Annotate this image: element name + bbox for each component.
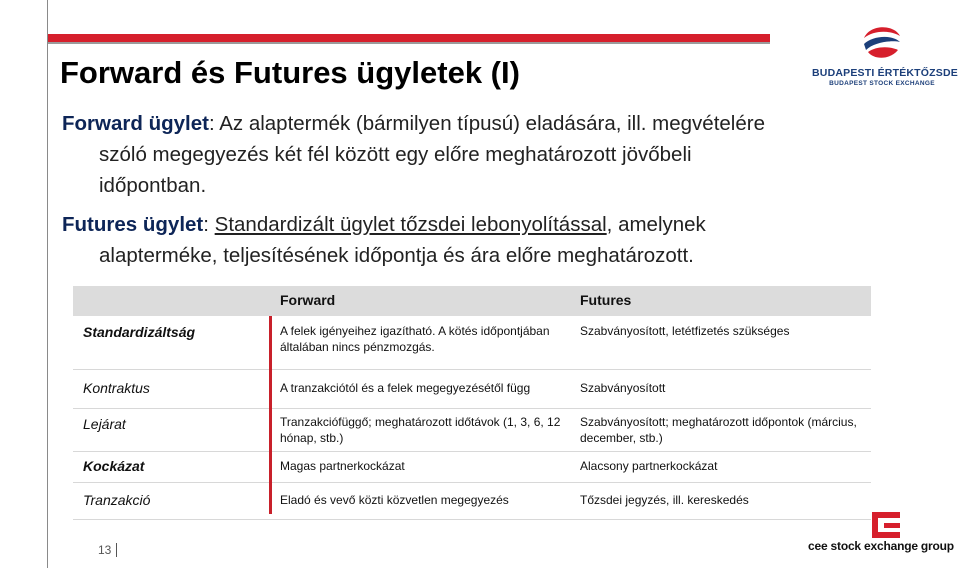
row-forward-cell: Magas partnerkockázat — [280, 459, 405, 473]
row-futures-cell: Szabványosított — [580, 381, 666, 395]
bse-swirl-icon — [860, 22, 904, 62]
row-label: Lejárat — [83, 416, 126, 432]
page-number-divider — [116, 543, 117, 557]
table-row — [73, 482, 871, 520]
left-rule — [47, 0, 48, 568]
header-grey-bar — [48, 42, 770, 44]
table-red-separator — [269, 316, 272, 514]
header-red-bar — [48, 34, 770, 42]
table-row — [73, 316, 871, 370]
cee-logo-text: cee stock exchange group — [808, 539, 954, 553]
comparison-table — [73, 286, 871, 520]
header-futures: Futures — [580, 292, 632, 308]
futures-def-line1-rest: , amelynek — [606, 213, 706, 236]
bse-logo-subtitle: BUDAPEST STOCK EXCHANGE — [829, 80, 935, 87]
bse-logo — [812, 22, 958, 94]
forward-definition — [62, 108, 765, 201]
row-futures-cell: Szabványosított, letétfizetés szükséges — [580, 324, 790, 338]
futures-def-sep: : — [203, 213, 215, 236]
row-label: Kockázat — [83, 458, 145, 474]
table-row — [73, 452, 871, 482]
futures-def-link[interactable]: Standardizált ügylet tőzsdei lebonyolítással — [214, 213, 607, 236]
slide-title: Forward és Futures ügyletek (I) — [60, 55, 520, 90]
row-label: Standardizáltság — [83, 324, 196, 340]
row-futures-cell: Szabványosított; meghatározott időpontok (március, december, stb.) — [580, 415, 857, 445]
cee-mark-icon — [872, 512, 900, 538]
row-forward-cell: Tranzakciófüggő; meghatározott időtávok (1, 3, 6, 12 hónap, stb.) — [280, 415, 561, 445]
forward-def-line2: szóló megegyezés két fél között egy előre meghatározott jövőbeli — [99, 143, 692, 166]
row-label: Tranzakció — [83, 492, 151, 508]
row-label: Kontraktus — [83, 380, 150, 396]
forward-term: Forward ügylet — [62, 112, 209, 135]
futures-def-line2: alapterméke, teljesítésének időpontja és ára előre meghatározott. — [99, 244, 694, 267]
table-row — [73, 370, 871, 409]
row-forward-cell: A felek igényeihez igazítható. A kötés időpontjában általában nincs pénzmozgás. — [280, 324, 550, 354]
row-forward-cell: Eladó és vevő közti közvetlen megegyezés — [280, 493, 509, 507]
futures-term: Futures ügylet — [62, 213, 204, 236]
row-forward-cell: A tranzakciótól és a felek megegyezésétől függ — [280, 381, 531, 395]
cee-group-logo — [808, 512, 960, 558]
bse-logo-name: BUDAPESTI ÉRTÉKTŐZSDE — [812, 67, 958, 79]
header-forward: Forward — [280, 292, 336, 308]
futures-definition — [62, 209, 706, 271]
forward-def-line3: időpontban. — [99, 174, 207, 197]
row-futures-cell: Tőzsdei jegyzés, ill. kereskedés — [580, 493, 749, 507]
page-number: 13 — [98, 543, 112, 557]
table-row — [73, 409, 871, 452]
forward-def-line1: : Az alaptermék (bármilyen típusú) eladására, ill. megvételére — [208, 112, 765, 135]
table-header — [73, 286, 871, 316]
row-futures-cell: Alacsony partnerkockázat — [580, 459, 718, 473]
